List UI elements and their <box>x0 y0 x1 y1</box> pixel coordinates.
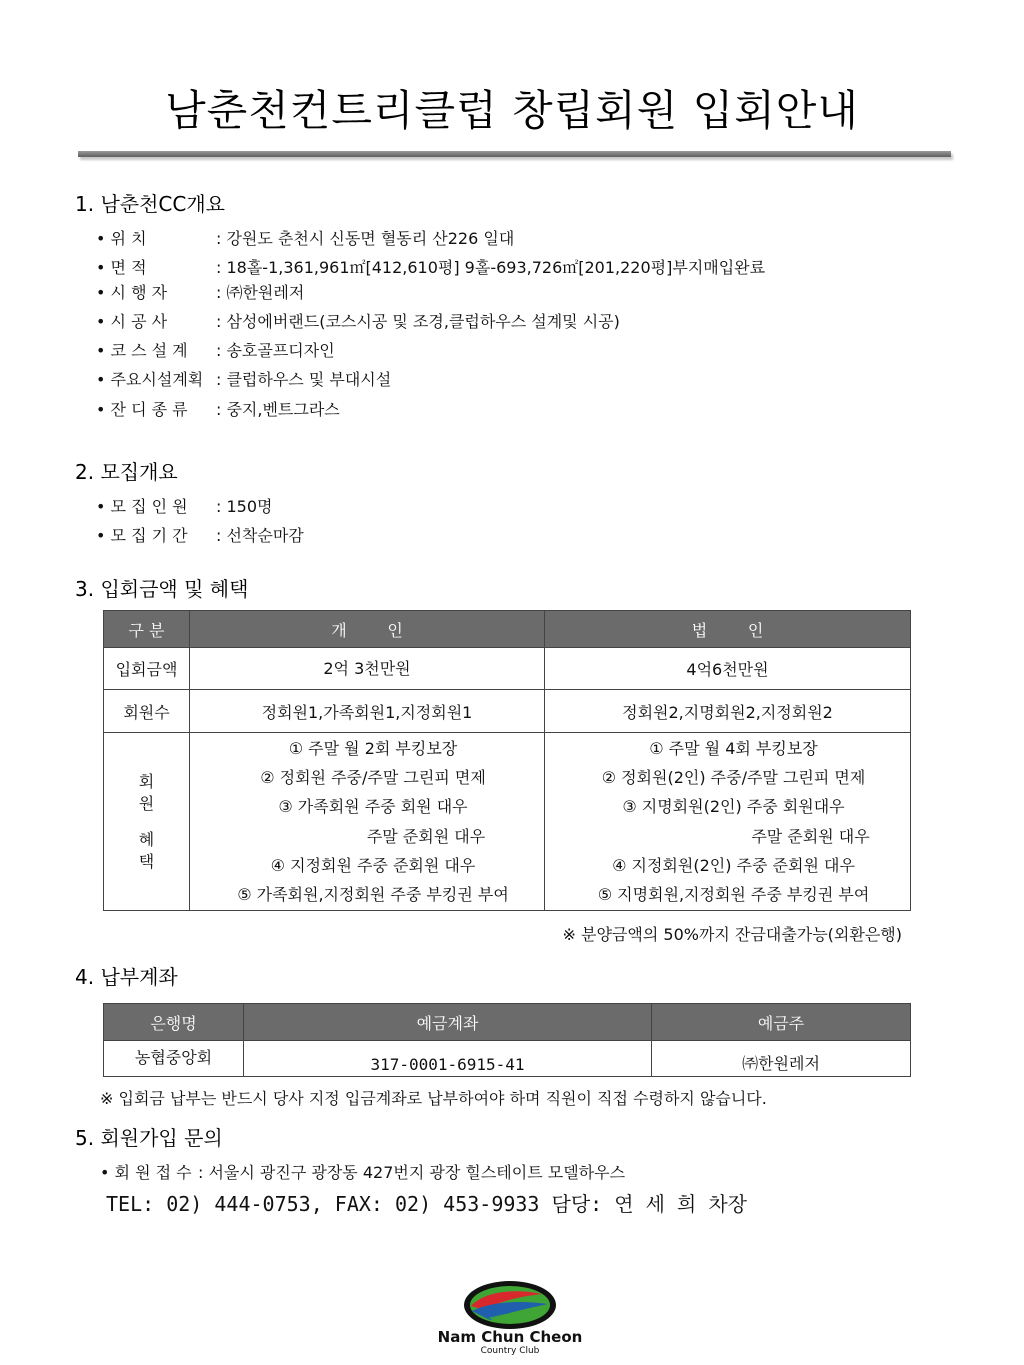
header-corporate: 법 인 <box>545 611 911 648</box>
contact-line: TEL: 02) 444-0753, FAX: 02) 453-9933 담당: 연 세 희 차장 <box>106 1192 747 1216</box>
overview-value: : ㈜한원레저 <box>216 283 305 302</box>
overview-developer <box>96 280 305 303</box>
title-divider <box>78 151 951 157</box>
recruit-value: : 150명 <box>216 497 273 516</box>
overview-value: : 18홀-1,361,961㎡[412,610평] 9홀-693,726㎡[201,220평]부지매입완료 <box>216 258 766 277</box>
overview-label: • 잔 디 종 류 <box>96 400 188 419</box>
header-bank: 은행명 <box>104 1004 244 1041</box>
table-row <box>104 1041 911 1077</box>
list-item: ② 정회원 주중/주말 그린피 면제 <box>260 768 486 788</box>
list-item: 주말 준회원 대우 <box>751 826 870 846</box>
overview-label: • 위 치 <box>96 229 147 248</box>
header-account: 예금계좌 <box>244 1004 652 1041</box>
overview-label: • 시 공 사 <box>96 312 168 331</box>
fee-corporate: 4억6천만원 <box>545 648 911 690</box>
table-row <box>104 690 911 733</box>
inquiry-address <box>100 1160 626 1183</box>
recruit-value: : 선착순마감 <box>216 526 304 545</box>
club-logo <box>424 1278 596 1360</box>
table-row <box>104 733 911 911</box>
logo-subtitle: Country Club <box>480 1346 540 1356</box>
logo-name: Nam Chun Cheon <box>437 1328 583 1346</box>
inquiry-label: • 회 원 접 수 <box>100 1163 192 1182</box>
overview-value: : 강원도 춘천시 신동면 혈동리 산226 일대 <box>216 229 515 248</box>
overview-area <box>96 255 766 278</box>
overview-value: : 삼성에버랜드(코스시공 및 조경,클럽하우스 설계및 시공) <box>216 312 620 331</box>
section-5-heading: 5. 회원가입 문의 <box>75 1126 223 1150</box>
fee-label: 입회금액 <box>104 648 190 690</box>
list-item: ① 주말 월 2회 부킹보장 <box>288 738 458 758</box>
overview-label: • 코 스 설 계 <box>96 341 188 360</box>
fee-personal: 2억 3천만원 <box>190 648 545 690</box>
overview-value: : 클럽하우스 및 부대시설 <box>216 370 392 389</box>
membership-table <box>103 610 911 911</box>
overview-label: • 면 적 <box>96 258 147 277</box>
overview-turf <box>96 397 340 420</box>
section-1-heading: 1. 남춘천CC개요 <box>75 192 225 216</box>
account-table <box>103 1003 911 1077</box>
list-item: ① 주말 월 4회 부킹보장 <box>649 738 818 758</box>
page-title: 남춘천컨트리클럽 창립회원 입회안내 <box>165 86 859 135</box>
members-personal: 정회원1,가족회원1,지정회원1 <box>190 690 545 733</box>
overview-contractor <box>96 309 620 332</box>
account-holder: ㈜한원레저 <box>652 1041 911 1077</box>
list-item: ④ 지정회원 주중 준회원 대우 <box>270 855 476 875</box>
list-item: ② 정회원(2인) 주중/주말 그린피 면제 <box>601 768 866 788</box>
overview-label: • 시 행 자 <box>96 283 168 302</box>
overview-location <box>96 226 515 249</box>
overview-value: : 송호골프디자인 <box>216 341 335 360</box>
header-category: 구 분 <box>104 611 190 648</box>
members-label: 회원수 <box>104 690 190 733</box>
table-row <box>104 648 911 690</box>
bank-name: 농협중앙회 <box>104 1041 244 1077</box>
recruit-label: • 모 집 기 간 <box>96 526 188 545</box>
list-item: ④ 지정회원(2인) 주중 준회원 대우 <box>612 855 855 875</box>
recruit-label: • 모 집 인 원 <box>96 497 188 516</box>
benefits-corporate <box>545 733 911 911</box>
account-number: 317-0001-6915-41 <box>244 1041 652 1077</box>
list-item: 주말 준회원 대우 <box>366 826 486 846</box>
section-3-heading: 3. 입회금액 및 혜택 <box>75 577 249 601</box>
list-item: ③ 가족회원 주중 회원 대우 <box>278 797 468 817</box>
list-item: ③ 지명회원(2인) 주중 회원대우 <box>622 797 845 817</box>
loan-note: ※ 분양금액의 50%까지 잔금대출가능(외환은행) <box>562 925 902 944</box>
section-4-heading: 4. 납부계좌 <box>75 965 178 989</box>
members-corporate: 정회원2,지명회원2,지정회원2 <box>545 690 911 733</box>
benefit-label: 회 원 혜 택 <box>104 733 190 911</box>
overview-value: : 중지,벤트그라스 <box>216 400 340 419</box>
header-personal: 개 인 <box>190 611 545 648</box>
benefits-personal <box>190 733 545 911</box>
section-2-heading: 2. 모집개요 <box>75 460 178 484</box>
payment-note: ※ 입회금 납부는 반드시 당사 지정 입금계좌로 납부하여야 하며 직원이 직접 수령하지 않습니다. <box>100 1089 767 1108</box>
recruit-period <box>96 523 304 546</box>
overview-label: • 주요시설계획 <box>96 370 204 389</box>
inquiry-value: : 서울시 광진구 광장동 427번지 광장 힐스테이트 모델하우스 <box>198 1163 626 1182</box>
recruit-count <box>96 494 273 517</box>
list-item: ⑤ 가족회원,지정회원 주중 부킹권 부여 <box>237 884 509 904</box>
overview-course-design <box>96 338 335 361</box>
header-holder: 예금주 <box>652 1004 911 1041</box>
list-item: ⑤ 지명회원,지정회원 주중 부킹권 부여 <box>597 884 870 904</box>
overview-facilities <box>96 367 392 390</box>
